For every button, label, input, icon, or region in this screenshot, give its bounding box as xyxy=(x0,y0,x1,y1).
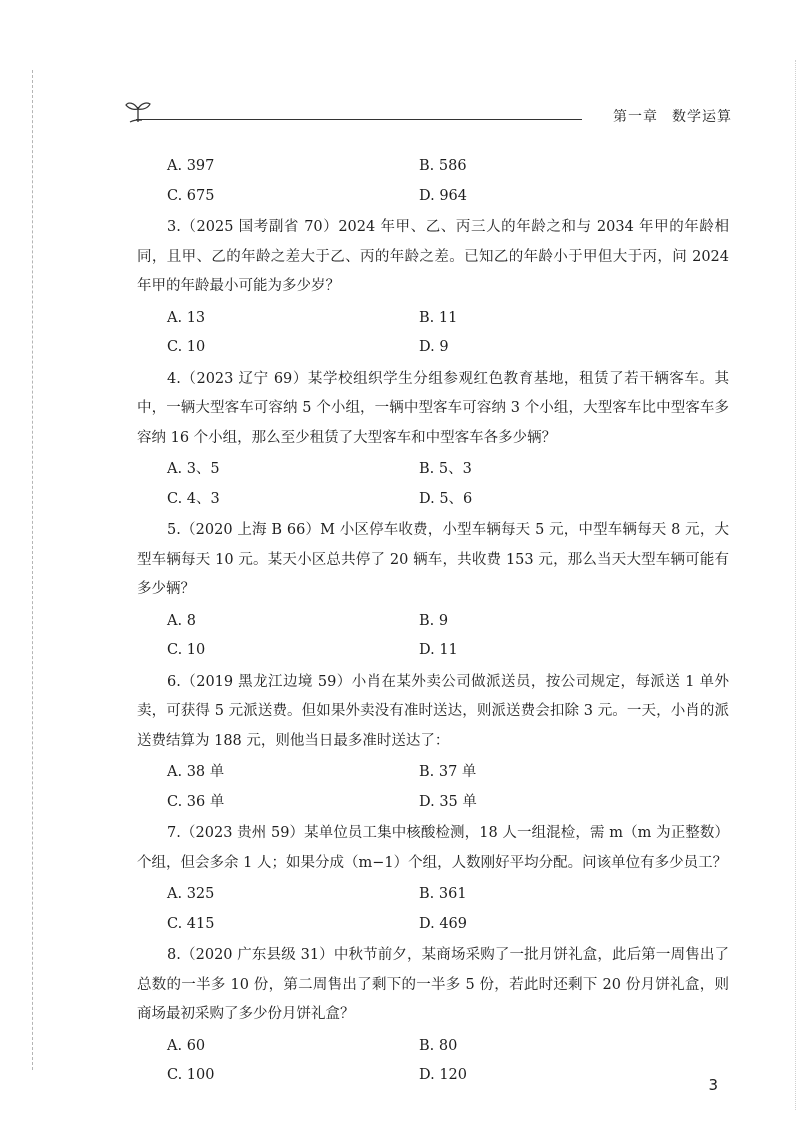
option: B. 11 xyxy=(419,309,458,326)
scan-edge-noise xyxy=(793,60,796,1110)
option: A. 13 xyxy=(167,309,206,326)
question-7 xyxy=(137,819,729,878)
option: D. 11 xyxy=(419,642,458,658)
question-number: 4. xyxy=(167,370,181,387)
option: C. 675 xyxy=(167,187,215,204)
question-4 xyxy=(137,365,729,454)
option: C. 4、3 xyxy=(167,490,220,507)
question-text: （2019 黑龙江边境 59）小肖在某外卖公司做派送员，按公司规定，每派送 1 单外卖，可获得 5 元派送费。但如果外卖没有准时送达，则派送费会扣除 3 元。一天，小肖的派送费结算为 188 元，则他当日最多准时送达了： xyxy=(137,673,729,749)
option: D. 469 xyxy=(419,915,468,932)
page-number: 3 xyxy=(708,1076,718,1094)
question-6 xyxy=(137,668,729,757)
option: B. 37 单 xyxy=(419,764,477,780)
option: C. 100 xyxy=(167,1067,215,1083)
option: B. 80 xyxy=(419,1037,458,1054)
option: A. 8 xyxy=(167,612,196,629)
options-q6 xyxy=(167,758,729,817)
option: C. 10 xyxy=(167,339,206,355)
option: A. 397 xyxy=(167,158,215,174)
option: D. 120 xyxy=(419,1067,468,1083)
question-number: 8. xyxy=(167,947,181,963)
option: D. 964 xyxy=(419,187,468,204)
question-number: 7. xyxy=(167,825,181,841)
option: A. 3、5 xyxy=(167,461,220,477)
question-text: （2020 上海 B 66）M 小区停车收费，小型车辆每天 5 元，中型车辆每天 8 元，大型车辆每天 10 元。某天小区总共停了 20 辆车，共收费 153 元，那么当天大型车辆可能有多少辆？ xyxy=(137,522,729,597)
question-5 xyxy=(137,516,729,605)
option: B. 586 xyxy=(419,158,467,174)
option: A. 60 xyxy=(167,1037,206,1054)
chapter-title xyxy=(613,106,732,126)
option: A. 38 单 xyxy=(167,764,225,780)
question-3 xyxy=(137,213,729,302)
option: B. 5、3 xyxy=(419,461,472,477)
question-text: （2023 贵州 59）某单位员工集中核酸检测，18 人一组混检，需 m（m 为正整数）个组，但会多余 1 人；如果分成（m−1）个组，人数刚好平均分配。问该单位有多少员工？ xyxy=(137,825,729,871)
options-q2 xyxy=(167,152,729,211)
option: C. 415 xyxy=(167,915,215,932)
question-text: （2020 广东县级 31）中秋节前夕，某商场采购了一批月饼礼盒，此后第一周售出了总数的一半多 10 份，第二周售出了剩下的一半多 5 份，若此时还剩下 20 份月饼礼盒，则商场最初采购了多少份月饼礼盒？ xyxy=(137,947,729,1022)
question-text: （2023 辽宁 69）某学校组织学生分组参观红色教育基地，租赁了若干辆客车。其中，一辆大型客车可容纳 5 个小组，一辆中型客车可容纳 3 个小组，大型客车比中型客车多容纳 16 个小组，那么至少租赁了大型客车和中型客车各多少辆？ xyxy=(137,370,729,446)
binding-margin-marks xyxy=(32,70,35,1070)
options-q8 xyxy=(167,1032,729,1091)
header-rule xyxy=(136,119,582,120)
option: D. 9 xyxy=(419,339,449,355)
option: D. 5、6 xyxy=(419,490,473,507)
option: B. 361 xyxy=(419,886,467,902)
chapter-section: 数学运算 xyxy=(672,109,732,125)
question-list xyxy=(137,152,729,1093)
option: B. 9 xyxy=(419,612,449,629)
options-q4 xyxy=(167,455,729,514)
question-number: 5. xyxy=(167,522,181,538)
option: C. 36 单 xyxy=(167,793,225,810)
page-header xyxy=(122,98,732,128)
options-q3 xyxy=(167,304,729,363)
option: D. 35 单 xyxy=(419,793,477,810)
question-8 xyxy=(137,941,729,1030)
options-q5 xyxy=(167,607,729,666)
options-q7 xyxy=(167,880,729,939)
question-text: （2025 国考副省 70）2024 年甲、乙、丙三人的年龄之和与 2034 年甲的年龄相同，且甲、乙的年龄之差大于乙、丙的年龄之差。已知乙的年龄小于甲但大于丙，问 2024 年甲的年龄最小可能为多少岁？ xyxy=(137,219,729,294)
option: A. 325 xyxy=(167,886,215,902)
option: C. 10 xyxy=(167,642,206,658)
question-number: 6. xyxy=(167,673,181,690)
chapter-number: 第一章 xyxy=(613,109,658,125)
sprout-icon xyxy=(122,98,156,126)
question-number: 3. xyxy=(167,219,181,235)
